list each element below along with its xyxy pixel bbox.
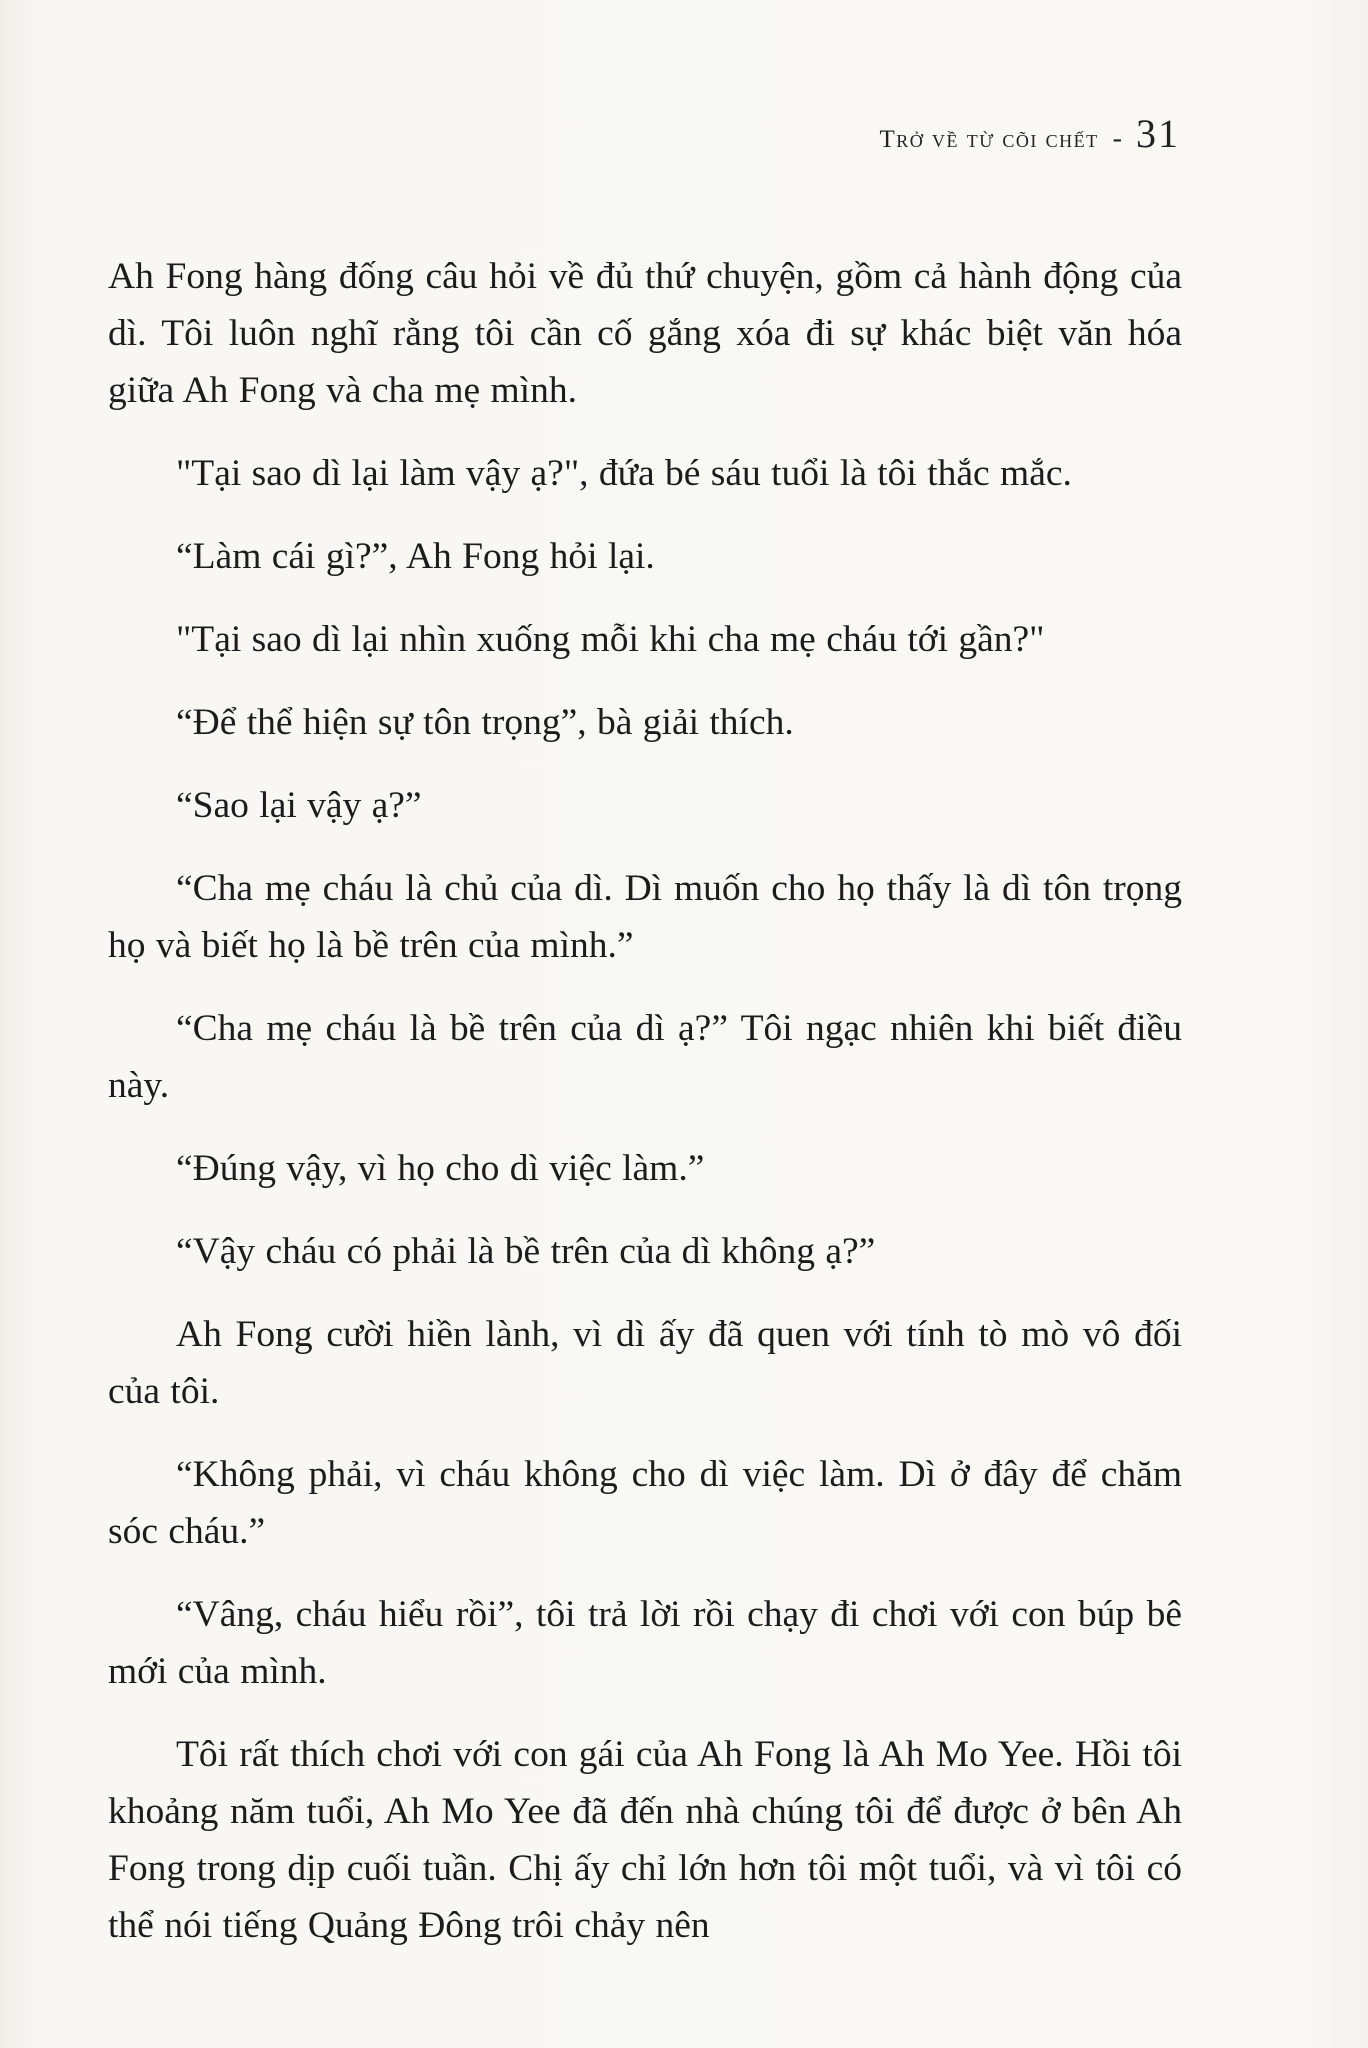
paragraph: “Không phải, vì cháu không cho dì việc làm. Dì ở đây để chăm sóc cháu.” [108, 1454, 1182, 1552]
paragraph: Tôi rất thích chơi với con gái của Ah Fong là Ah Mo Yee. Hồi tôi khoảng năm tuổi, Ah Mo Yee đã đến nhà chúng tôi để được ở bên Ah Fong trong dịp cuối tuần. Chị ấy chỉ lớn hơn tôi một tuổi, và vì tôi có thể nói tiếng Quảng Đông trôi chảy nên [108, 1734, 1182, 1946]
paragraph: "Tại sao dì lại nhìn xuống mỗi khi cha mẹ cháu tới gần?" [176, 619, 1045, 660]
chapter-title: Trở về từ cõi chết [879, 126, 1099, 153]
paragraph: “Làm cái gì?”, Ah Fong hỏi lại. [176, 536, 655, 577]
paragraph: “Sao lại vậy ạ?” [176, 785, 422, 826]
paragraph: “Đúng vậy, vì họ cho dì việc làm.” [176, 1148, 705, 1189]
paragraph: “Vậy cháu có phải là bề trên của dì không ạ?” [176, 1231, 876, 1272]
header-separator: - [1112, 123, 1122, 154]
paragraph: “Vâng, cháu hiểu rồi”, tôi trả lời rồi chạy đi chơi với con búp bê mới của mình. [108, 1594, 1182, 1692]
page-number: 31 [1136, 111, 1180, 156]
paragraph: “Cha mẹ cháu là bề trên của dì ạ?” Tôi ngạc nhiên khi biết điều này. [108, 1008, 1182, 1106]
paragraph: Ah Fong cười hiền lành, vì dì ấy đã quen với tính tò mò vô đối của tôi. [108, 1314, 1182, 1412]
paragraph: “Để thể hiện sự tôn trọng”, bà giải thích. [176, 702, 794, 743]
paragraph: “Cha mẹ cháu là chủ của dì. Dì muốn cho họ thấy là dì tôn trọng họ và biết họ là bề trên của mình.” [108, 868, 1182, 966]
paragraph: Ah Fong hàng đống câu hỏi về đủ thứ chuyện, gồm cả hành động của dì. Tôi luôn nghĩ rằng tôi cần cố gắng xóa đi sự khác biệt văn hóa giữa Ah Fong và cha mẹ mình. [108, 256, 1182, 411]
paragraph: "Tại sao dì lại làm vậy ạ?", đứa bé sáu tuổi là tôi thắc mắc. [176, 453, 1072, 494]
running-header [879, 110, 1180, 157]
body-text [108, 248, 1182, 1954]
